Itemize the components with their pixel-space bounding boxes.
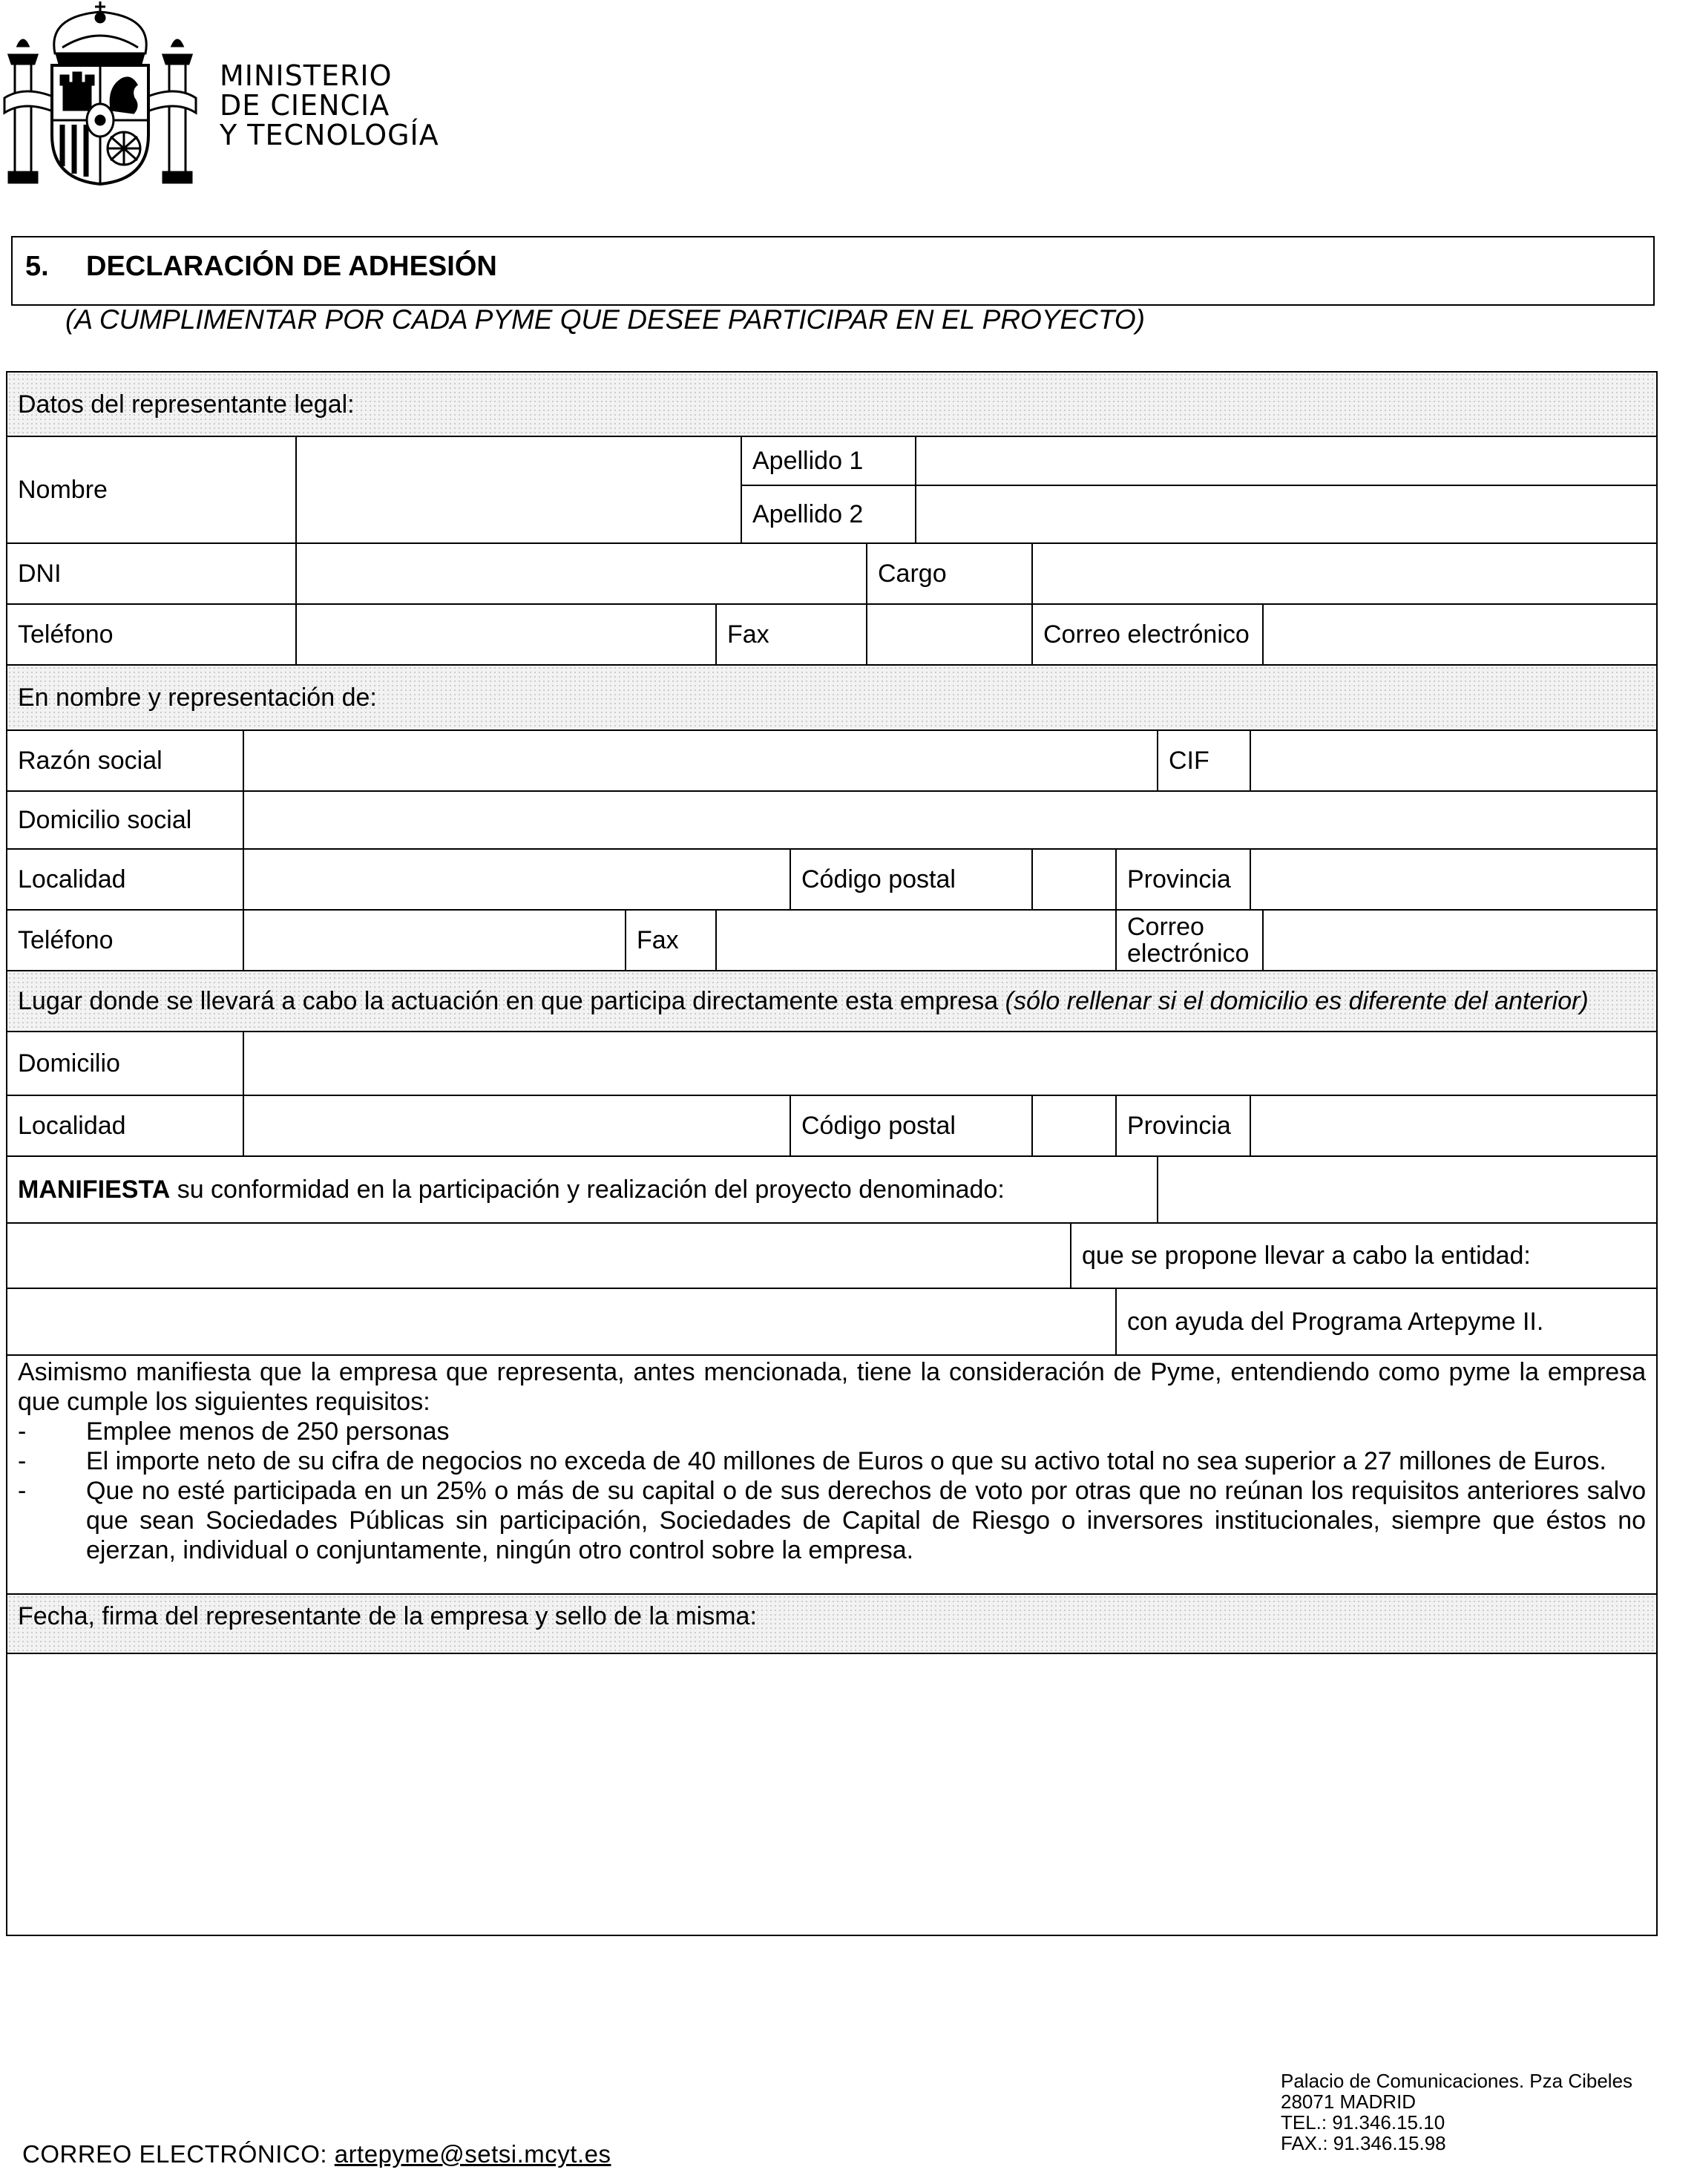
firma-field[interactable]	[7, 1653, 1657, 1935]
list-dash: -	[18, 1477, 27, 1505]
localidad2-label: Localidad	[7, 1095, 243, 1156]
list-dash: -	[18, 1417, 27, 1446]
section-title	[25, 251, 497, 283]
domicilio-label: Domicilio	[7, 1032, 243, 1095]
entidad-label: que se propone llevar a cabo la entidad:	[1071, 1223, 1657, 1288]
address-line-2: 28071 MADRID	[1281, 2090, 1417, 2113]
address-line-3: TEL.: 91.346.15.10	[1281, 2111, 1445, 2134]
requirement-item	[18, 1446, 1646, 1476]
lugar-header	[7, 971, 1657, 1032]
apellido1-field[interactable]	[916, 436, 1657, 485]
codigo-postal-field[interactable]	[1032, 849, 1116, 910]
domicilio-social-field[interactable]	[243, 791, 1657, 849]
company-header: En nombre y representación de:	[7, 665, 1657, 730]
fax-label: Fax	[716, 604, 867, 665]
footer-address	[1281, 2070, 1632, 2154]
requirement-text: El importe neto de su cifra de negocios no exceda de 40 millones de Euros o que su activo total no sea superior a 27 millones de Euros.	[86, 1447, 1606, 1475]
footer-email-label: CORREO ELECTRÓNICO:	[22, 2140, 335, 2168]
section-title-text: DECLARACIÓN DE ADHESIÓN	[86, 251, 497, 282]
correo2-field[interactable]	[1263, 910, 1657, 971]
provincia-label: Provincia	[1116, 849, 1250, 910]
proyecto-name-field[interactable]	[7, 1223, 1071, 1288]
nombre-label: Nombre	[7, 436, 296, 543]
localidad2-field[interactable]	[243, 1095, 790, 1156]
cif-field[interactable]	[1250, 730, 1657, 791]
provincia2-label: Provincia	[1116, 1095, 1250, 1156]
apellido2-field[interactable]	[916, 485, 1657, 543]
correo2-label: Correo electrónico	[1116, 910, 1263, 971]
proyecto-field[interactable]	[1158, 1156, 1657, 1223]
requirement-text: Emplee menos de 250 personas	[86, 1417, 450, 1446]
correo-label: Correo electrónico	[1032, 604, 1263, 665]
localidad-label: Localidad	[7, 849, 243, 910]
requirement-item	[18, 1417, 1646, 1446]
apellido1-label: Apellido 1	[741, 436, 916, 485]
address-line-1: Palacio de Comunicaciones. Pza Cibeles	[1281, 2070, 1633, 2092]
rep-header: Datos del representante legal:	[7, 372, 1657, 436]
localidad-field[interactable]	[243, 849, 790, 910]
nombre-field[interactable]	[296, 436, 741, 543]
coat-of-arms-logo	[3, 1, 197, 187]
manifiesta-statement	[7, 1156, 1158, 1223]
fax2-field[interactable]	[716, 910, 1116, 971]
fax-field[interactable]	[867, 604, 1032, 665]
entidad-field[interactable]	[7, 1288, 1116, 1355]
lugar-header-note: (sólo rellenar si el domicilio es diferente del anterior)	[1005, 987, 1589, 1015]
cargo-label: Cargo	[867, 543, 1032, 604]
asimismo-text: Asimismo manifiesta que la empresa que representa, antes mencionada, tiene la consideración de Pyme, entendiendo como pyme la empresa que cumple los siguientes requisitos:	[18, 1358, 1647, 1416]
ministry-name	[220, 61, 439, 150]
domicilio-social-label: Domicilio social	[7, 791, 243, 849]
programa-label: con ayuda del Programa Artepyme II.	[1116, 1288, 1657, 1355]
dni-label: DNI	[7, 543, 296, 604]
section-number: 5.	[25, 251, 49, 282]
requirement-item	[18, 1476, 1646, 1565]
provincia2-field[interactable]	[1250, 1095, 1657, 1156]
provincia-field[interactable]	[1250, 849, 1657, 910]
requirements-list	[18, 1417, 1646, 1565]
section-subtitle: (A CUMPLIMENTAR POR CADA PYME QUE DESEE PARTICIPAR EN EL PROYECTO)	[65, 304, 1145, 335]
ministry-line-2: DE CIENCIA	[220, 89, 390, 122]
apellido2-label: Apellido 2	[741, 485, 916, 543]
cif-label: CIF	[1158, 730, 1250, 791]
footer-email	[22, 2140, 611, 2168]
adhesion-form	[6, 371, 1658, 1936]
manifiesta-rest: su conformidad en la participación y realización del proyecto denominado:	[170, 1175, 1005, 1204]
codigo-postal2-label: Código postal	[790, 1095, 1032, 1156]
cargo-field[interactable]	[1032, 543, 1657, 604]
requirement-text: Que no esté participada en un 25% o más de su capital o de sus derechos de voto por otras que no reúnan los requisitos anteriores salvo que sean Sociedades Públicas sin participación, Sociedades de Capital de Riesgo o inversores institucionales, siempre que éstos no ejerzan, individual o conjuntamente, ningún otro control sobre la empresa.	[86, 1477, 1647, 1564]
codigo-postal2-field[interactable]	[1032, 1095, 1116, 1156]
address-line-4: FAX.: 91.346.15.98	[1281, 2132, 1446, 2154]
telefono2-label: Teléfono	[7, 910, 243, 971]
correo-field[interactable]	[1263, 604, 1657, 665]
telefono2-field[interactable]	[243, 910, 626, 971]
manifiesta-bold: MANIFIESTA	[18, 1175, 171, 1204]
firma-header: Fecha, firma del representante de la empresa y sello de la misma:	[7, 1594, 1657, 1653]
telefono-label: Teléfono	[7, 604, 296, 665]
ministry-line-3: Y TECNOLOGÍA	[220, 119, 439, 151]
lugar-header-text: Lugar donde se llevará a cabo la actuación en que participa directamente esta empresa	[18, 987, 1005, 1015]
domicilio-field[interactable]	[243, 1032, 1657, 1095]
codigo-postal-label: Código postal	[790, 849, 1032, 910]
fax2-label: Fax	[626, 910, 716, 971]
pyme-requirements	[7, 1355, 1657, 1594]
razon-social-label: Razón social	[7, 730, 243, 791]
razon-social-field[interactable]	[243, 730, 1158, 791]
dni-field[interactable]	[296, 543, 867, 604]
telefono-field[interactable]	[296, 604, 716, 665]
ministry-line-1: MINISTERIO	[220, 59, 393, 92]
email-link[interactable]: artepyme@setsi.mcyt.es	[334, 2140, 611, 2168]
list-dash: -	[18, 1447, 27, 1475]
